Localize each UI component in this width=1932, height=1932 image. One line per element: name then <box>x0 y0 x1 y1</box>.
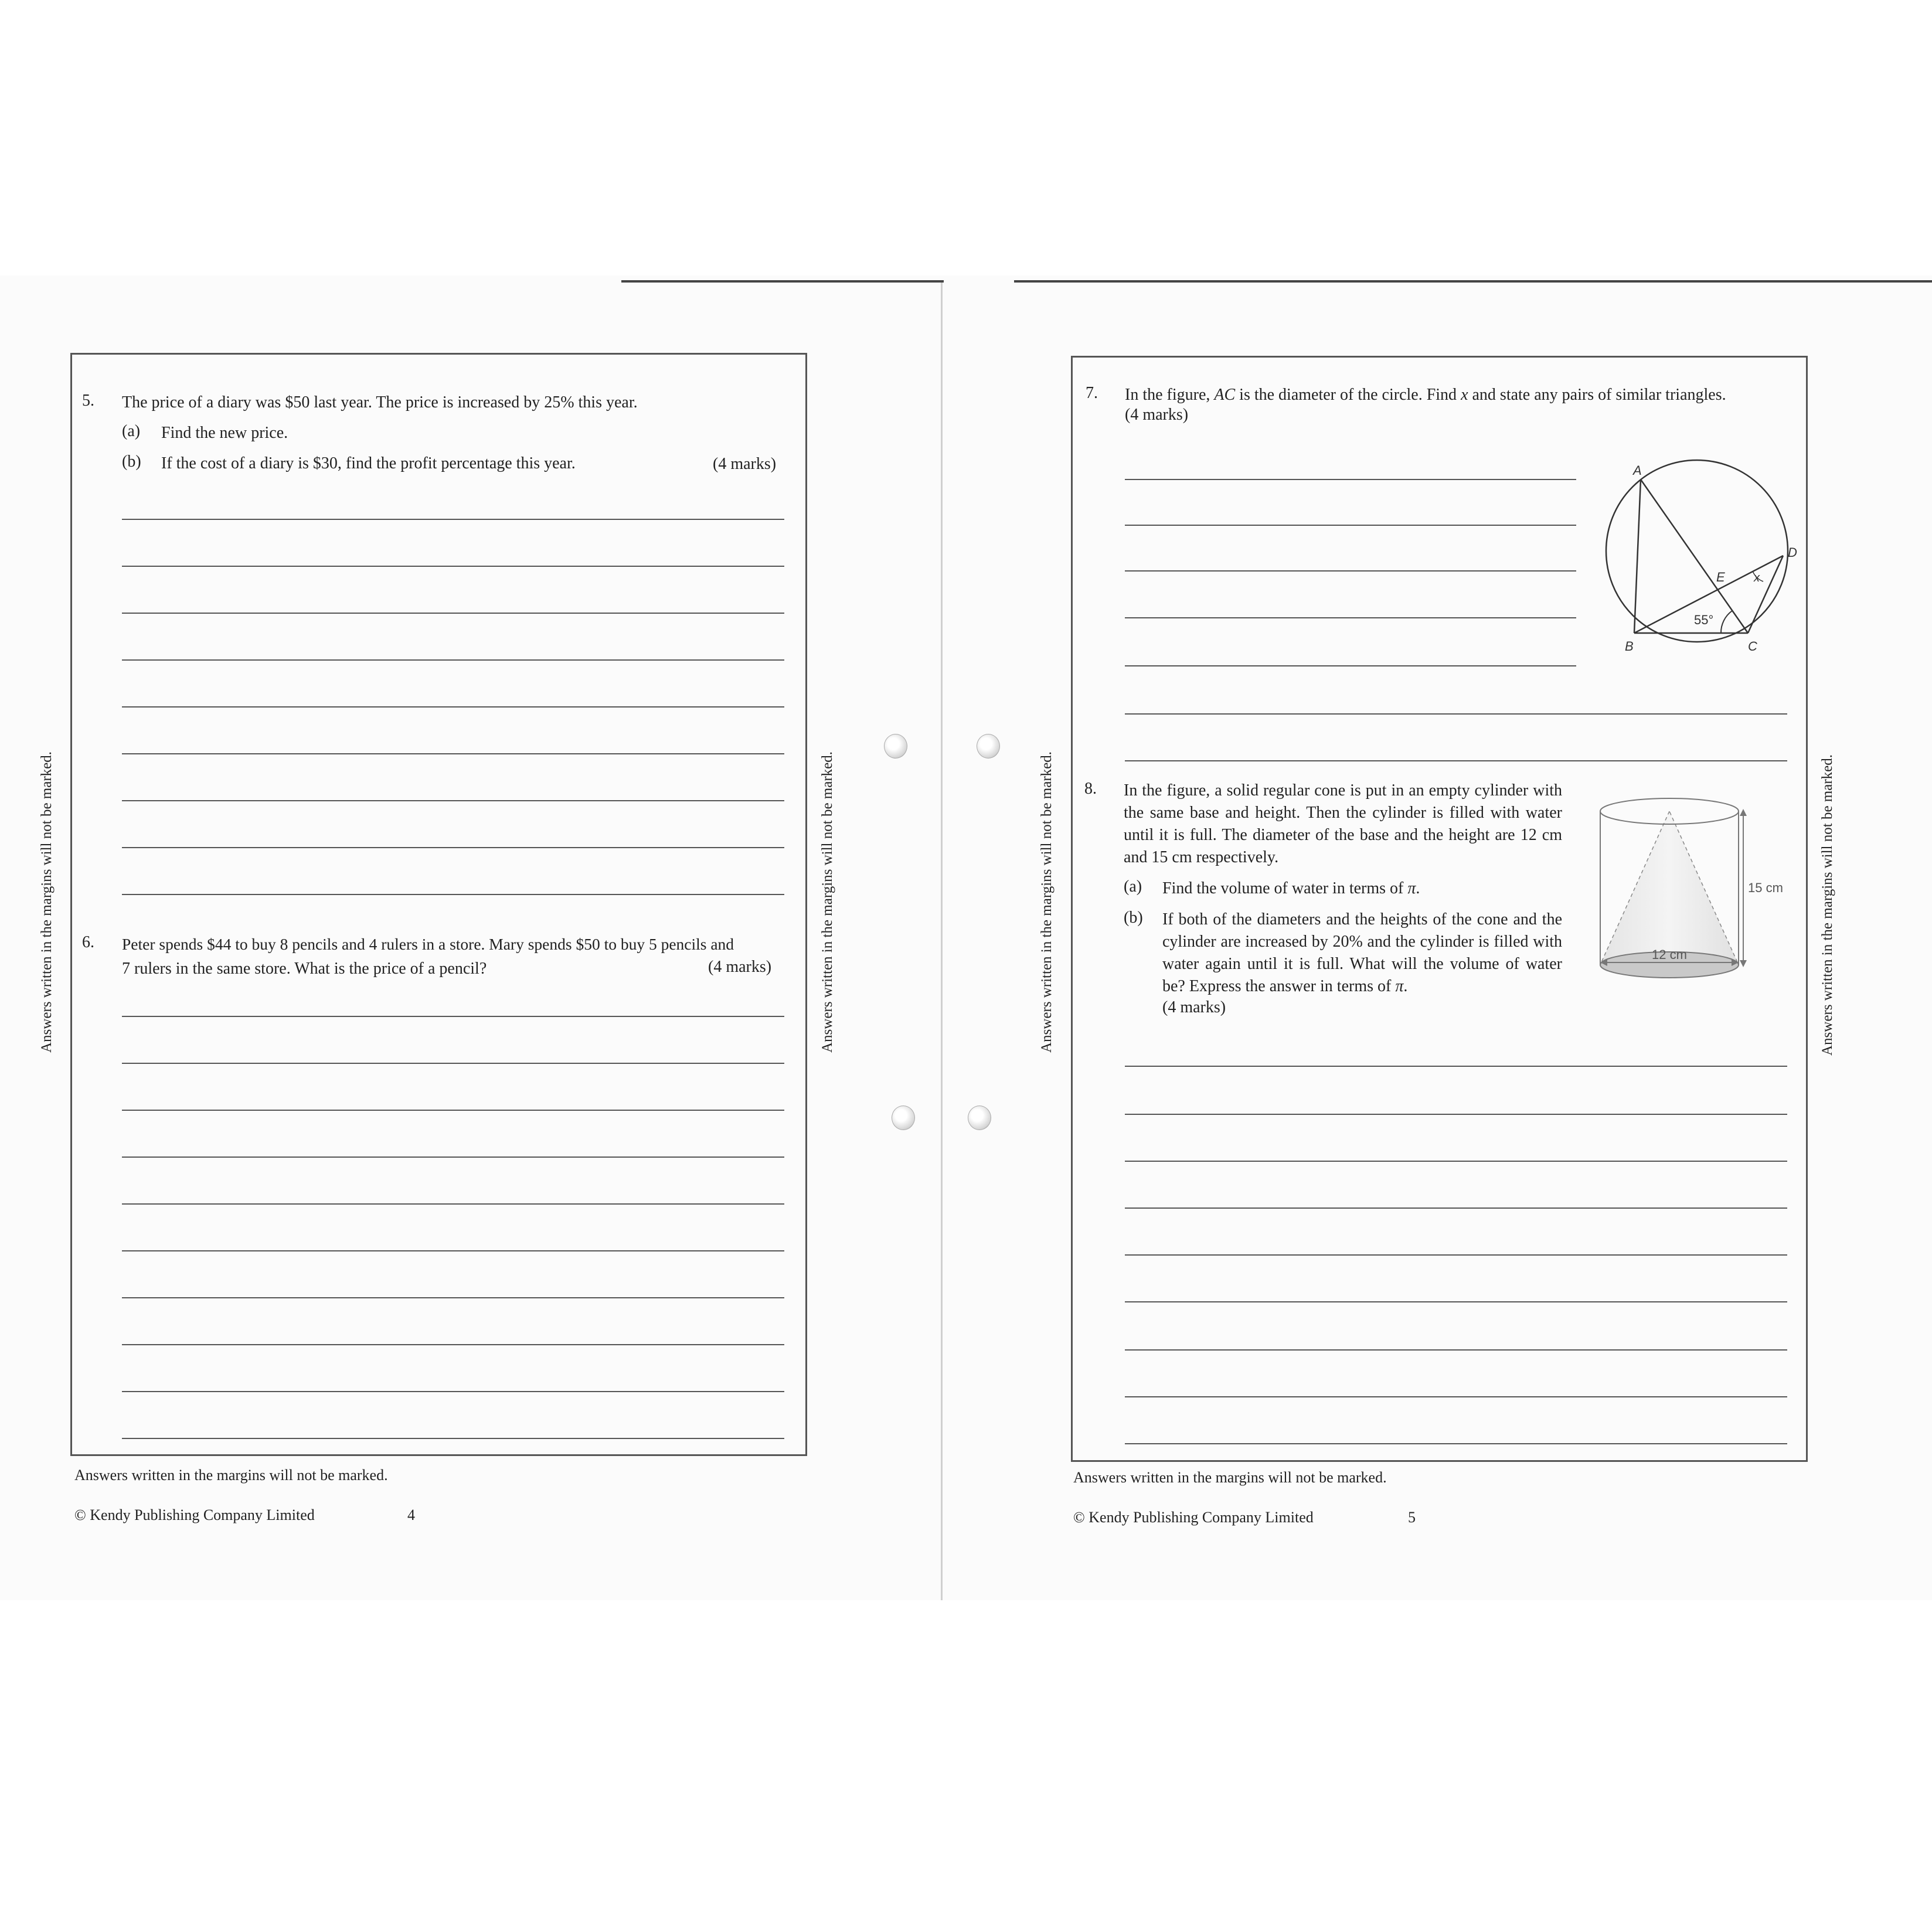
segment-cd <box>1748 556 1783 633</box>
answer-line[interactable] <box>122 566 784 567</box>
question-6-text-line-1: Peter spends $44 to buy 8 pencils and 4 rulers in a store. Mary spends $50 to buy 5 pencils and <box>122 935 734 953</box>
question-5a-text: Find the new price. <box>161 424 288 442</box>
question-6-marks: (4 marks) <box>708 958 772 976</box>
left-footer-note: Answers written in the margins will not be marked. <box>74 1467 388 1484</box>
question-8b-text <box>1162 909 1562 998</box>
cone-cylinder-figure <box>1594 785 1794 991</box>
answer-line[interactable] <box>122 847 784 848</box>
question-5a-label: (a) <box>122 422 141 440</box>
question-5b-label: (b) <box>122 453 141 471</box>
right-copyright: © Kendy Publishing Company Limited <box>1073 1509 1314 1526</box>
question-7-text <box>1125 384 1726 406</box>
question-8b-pi: π <box>1395 977 1404 995</box>
question-8-marks: (4 marks) <box>1162 998 1226 1016</box>
answer-line[interactable] <box>1125 665 1576 666</box>
left-page-top-edge <box>621 280 944 283</box>
right-footer-note: Answers written in the margins will not be marked. <box>1073 1469 1387 1486</box>
question-7-var-x: x <box>1461 386 1468 404</box>
question-6-number: 6. <box>82 933 94 951</box>
label-a: A <box>1633 463 1642 478</box>
answer-line[interactable] <box>1125 525 1576 526</box>
label-c: C <box>1748 639 1757 654</box>
question-8a-text-pre: Find the volume of water in terms of <box>1162 879 1408 897</box>
answer-line[interactable] <box>122 1016 784 1017</box>
question-7-text-post: and state any pairs of similar triangles. <box>1468 386 1726 404</box>
inner-margin-note: Answers written in the margins will not be marked. <box>819 751 835 1053</box>
answer-line[interactable] <box>1125 617 1576 618</box>
question-8a-pi: π <box>1407 879 1416 897</box>
question-7-var-ac: AC <box>1214 386 1236 404</box>
answer-line[interactable] <box>122 894 784 895</box>
answer-line[interactable] <box>122 753 784 754</box>
question-8a-text <box>1162 877 1420 900</box>
question-8a-text-post: . <box>1416 879 1420 897</box>
answer-line[interactable] <box>122 519 784 520</box>
question-5-text: The price of a diary was $50 last year. The price is increased by 25% this year. <box>122 393 638 411</box>
answer-line[interactable] <box>1125 1066 1787 1067</box>
left-page-number: 4 <box>407 1506 415 1523</box>
question-5-number: 5. <box>82 392 94 410</box>
label-e: E <box>1716 570 1725 584</box>
question-5b-text: If the cost of a diary is $30, find the profit percentage this year. <box>161 454 576 472</box>
answer-line[interactable] <box>122 706 784 708</box>
height-label: 15 cm <box>1748 880 1783 895</box>
answer-line[interactable] <box>122 1391 784 1392</box>
answer-line[interactable] <box>1125 1208 1787 1209</box>
angle-arc <box>1721 611 1732 633</box>
answer-line[interactable] <box>1125 713 1787 715</box>
answer-line[interactable] <box>1125 1349 1787 1351</box>
answer-line[interactable] <box>1125 479 1576 480</box>
answer-line[interactable] <box>122 613 784 614</box>
answer-line[interactable] <box>122 1438 784 1439</box>
right-page-top-edge <box>1014 280 1932 283</box>
answer-line[interactable] <box>122 1157 784 1158</box>
punch-hole <box>977 734 1000 758</box>
question-8-number: 8. <box>1084 780 1097 798</box>
right-page-number: 5 <box>1408 1509 1416 1526</box>
label-angle-55: 55° <box>1694 613 1714 627</box>
answer-line[interactable] <box>122 1110 784 1111</box>
punch-hole <box>892 1106 915 1130</box>
answer-line[interactable] <box>122 1344 784 1345</box>
height-arrow-bottom <box>1740 960 1747 967</box>
circle-figure <box>1594 457 1805 657</box>
question-7-number: 7. <box>1086 384 1098 402</box>
punch-hole <box>884 734 907 758</box>
inner-margin-note: Answers written in the margins will not be marked. <box>1039 751 1055 1053</box>
diameter-label: 12 cm <box>1652 947 1687 962</box>
answer-line[interactable] <box>1125 1443 1787 1444</box>
question-8-text: In the figure, a solid regular cone is put in an empty cylinder with the same base and height. Then the cylinder is filled with water until it is full. The diameter of the base and the height are 12 cm and 15 cm respectively. <box>1124 781 1562 866</box>
left-copyright: © Kendy Publishing Company Limited <box>74 1506 315 1523</box>
answer-line[interactable] <box>122 1250 784 1251</box>
segment-ac <box>1641 479 1748 633</box>
question-7-text-pre: In the figure, <box>1125 386 1215 404</box>
answer-line[interactable] <box>1125 1301 1787 1302</box>
answer-line[interactable] <box>1125 1396 1787 1397</box>
question-8b-label: (b) <box>1124 909 1143 927</box>
question-6-text-line-2: 7 rulers in the same store. What is the price of a pencil? <box>122 960 487 978</box>
answer-line[interactable] <box>122 1203 784 1205</box>
left-margin-note: Answers written in the margins will not be marked. <box>39 751 55 1053</box>
label-x: x <box>1754 572 1760 584</box>
answer-line[interactable] <box>1125 1114 1787 1115</box>
question-5-marks: (4 marks) <box>713 455 777 473</box>
question-7-text-mid: is the diameter of the circle. Find <box>1235 386 1461 404</box>
label-b: B <box>1625 639 1634 654</box>
punch-hole <box>968 1106 991 1130</box>
answer-line[interactable] <box>1125 760 1787 761</box>
center-fold <box>941 281 943 1600</box>
answer-line[interactable] <box>122 1297 784 1298</box>
question-8b-text-pre: If both of the diameters and the heights of the cone and the cylinder are increased by 20% and the cylinder is filled with water again until it is full. What will the volume of water be? Express the answer in terms of <box>1162 910 1562 995</box>
height-arrow-top <box>1740 809 1747 816</box>
label-d: D <box>1788 545 1797 560</box>
answer-line[interactable] <box>1125 1254 1787 1256</box>
answer-line[interactable] <box>122 800 784 801</box>
question-8a-label: (a) <box>1124 877 1142 896</box>
segment-ab <box>1634 479 1641 633</box>
answer-line[interactable] <box>1125 570 1576 572</box>
answer-line[interactable] <box>122 1063 784 1064</box>
answer-line[interactable] <box>122 659 784 661</box>
question-8b-text-post: . <box>1403 977 1408 995</box>
answer-line[interactable] <box>1125 1161 1787 1162</box>
question-7-marks: (4 marks) <box>1125 406 1189 424</box>
right-margin-note: Answers written in the margins will not be marked. <box>1819 754 1835 1056</box>
